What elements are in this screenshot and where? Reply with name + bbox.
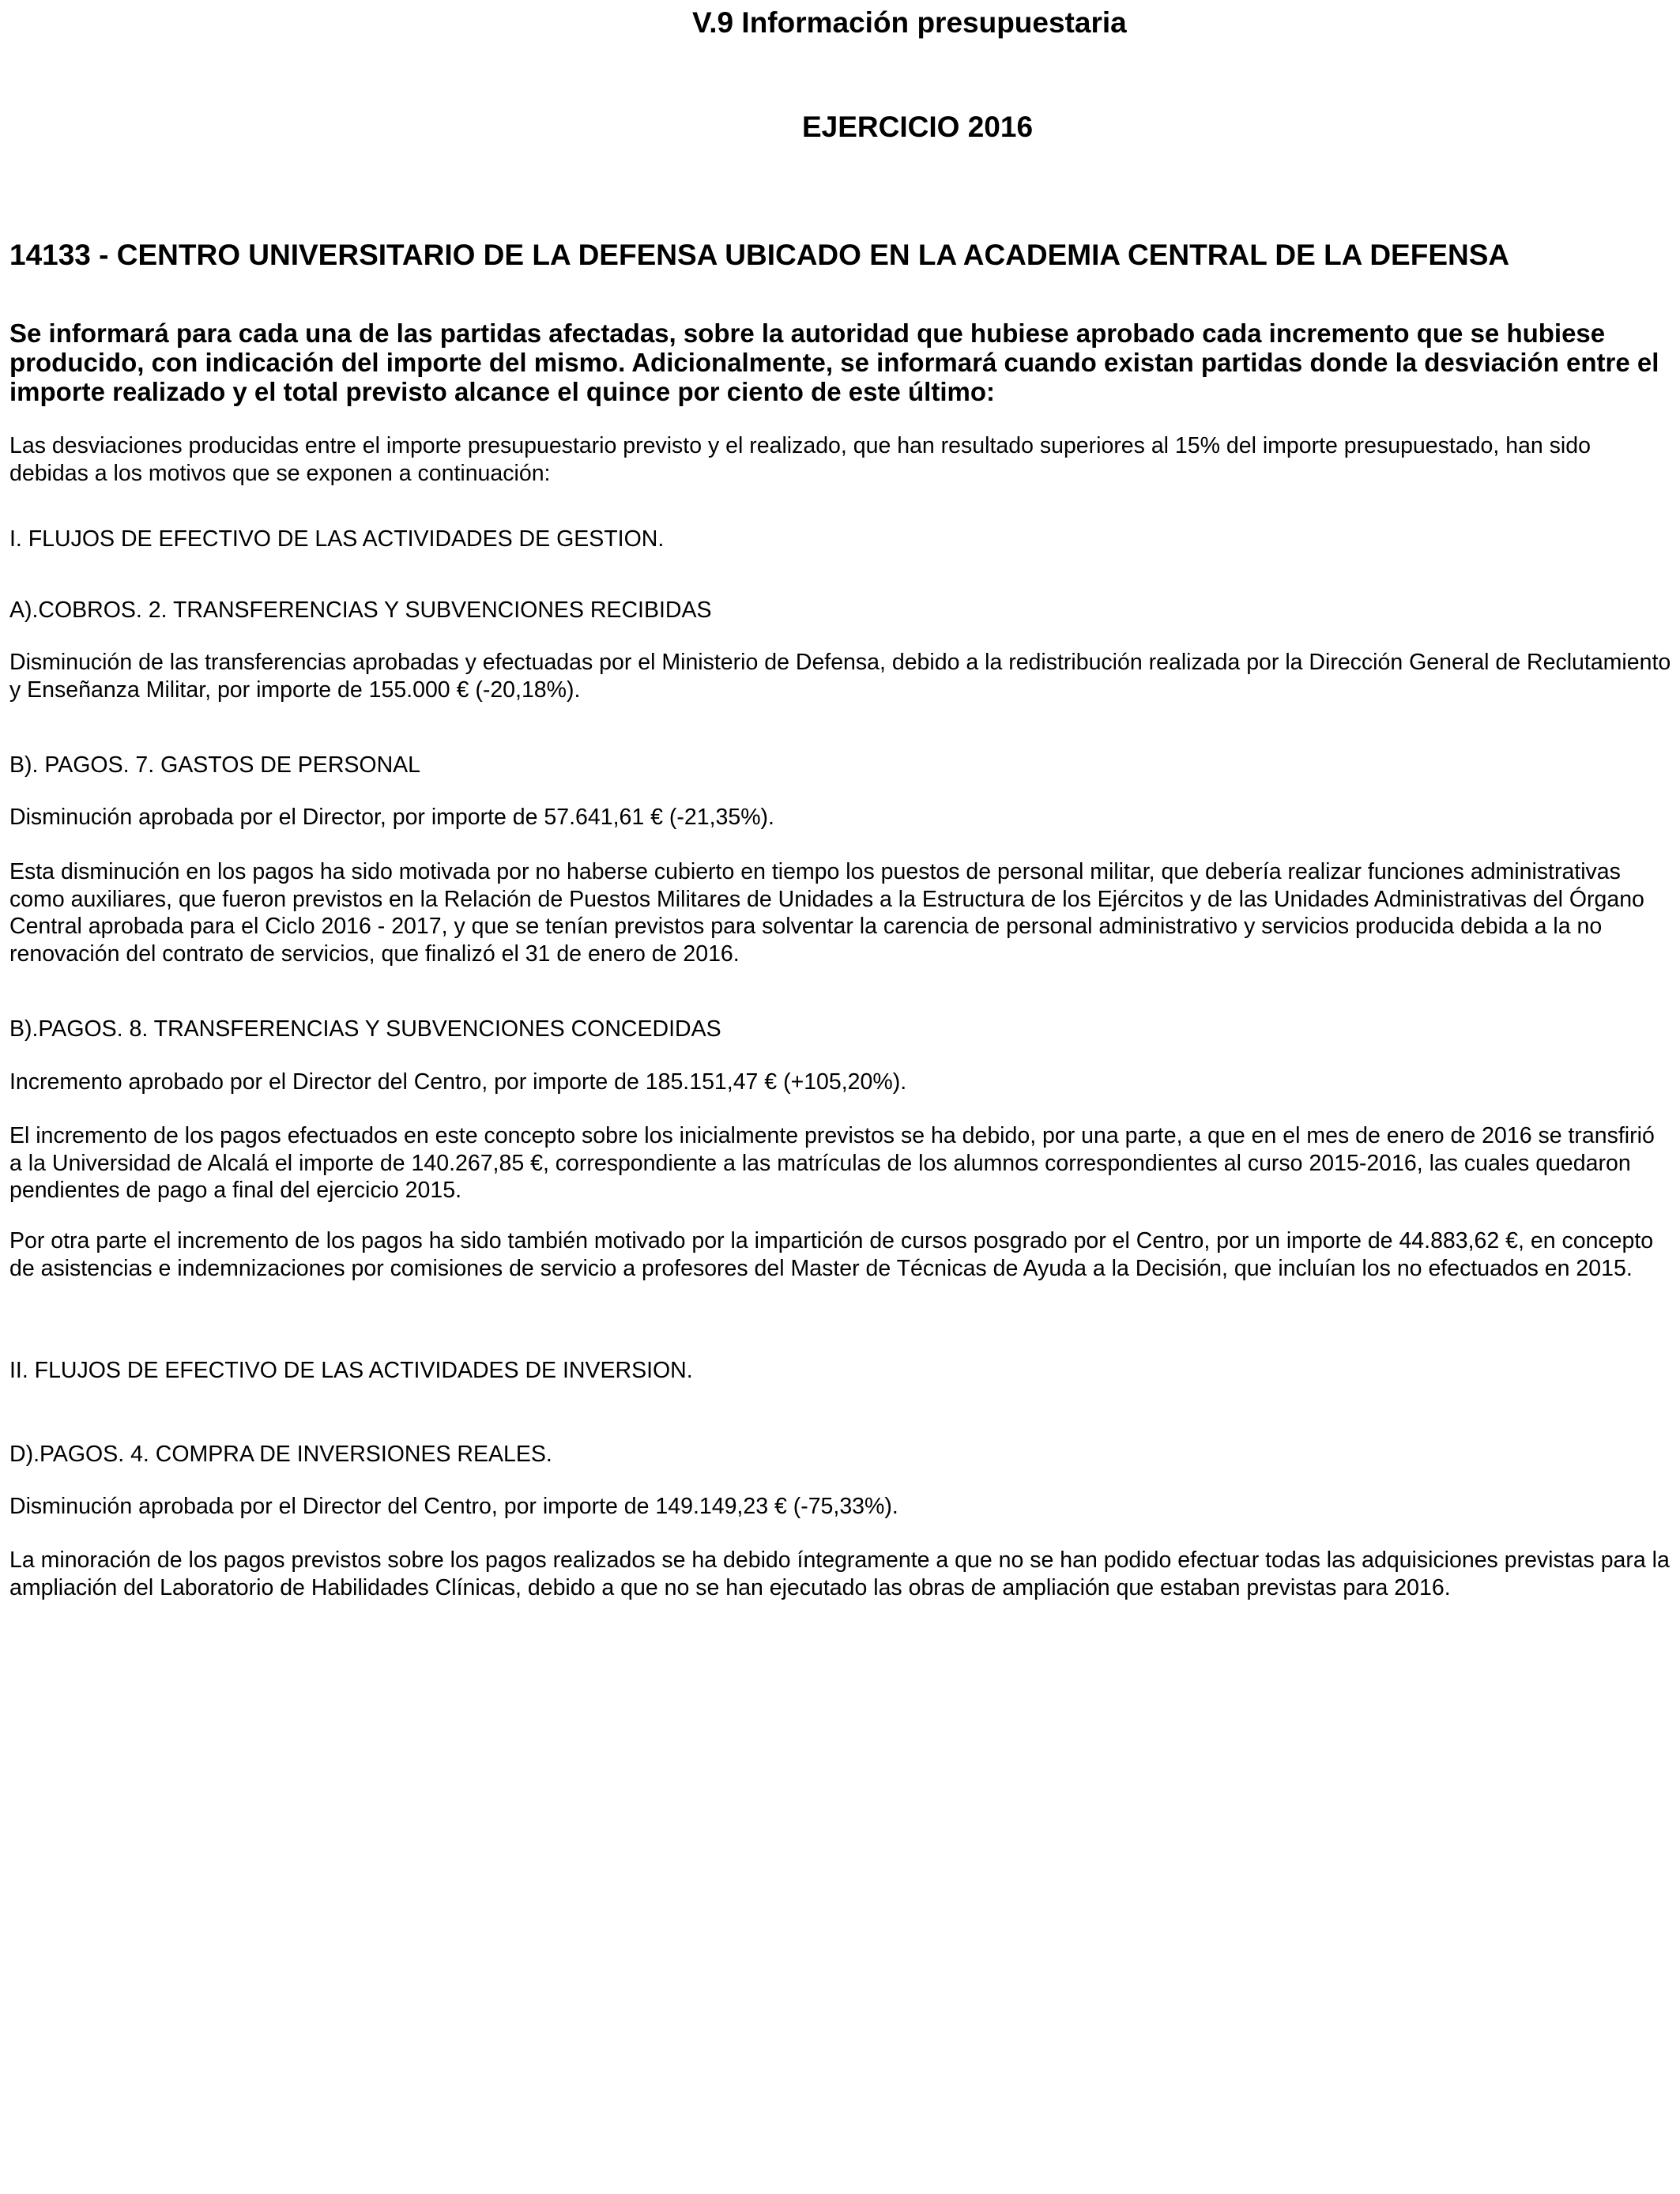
intro-paragraph: Se informará para cada una de las partidas afectadas, sobre la autoridad que hubiese aprobado cada incremento que se hubiese producido, con indicación del importe del mismo. Adicionalmente, se informará cuando existan partidas donde la desviación entre el importe realizado y el total previsto alcance el quince por ciento de este último: xyxy=(9,319,1659,406)
personal-detail-paragraph: Esta disminución en los pagos ha sido motivada por no haberse cubierto en tiempo los puestos de personal militar, que debería realizar funciones administrativas como auxiliares, que fueron previstos en la Relación de Puestos Militares de Unidades a la Estructura de los Ejércitos y de las Unidades Administrativas del Órgano Central aprobada para el Ciclo 2016 - 2017, y que se tenían previstos para solventar la carencia de personal administrativo y servicios producida debida a la no renovación del contrato de servicios, que finalizó el 31 de enero de 2016. xyxy=(9,859,1644,967)
inversiones-paragraph: Disminución aprobada por el Director del Centro, por importe de 149.149,23 € (-75,33%). xyxy=(9,1494,898,1519)
inversiones-heading: D).PAGOS. 4. COMPRA DE INVERSIONES REALES. xyxy=(9,1442,552,1467)
inversiones-detail-paragraph: La minoración de los pagos previstos sobre los pagos realizados se ha debido íntegramente a que no se han podido efectuar todas las adquisiciones previstas para la ampliación del Laboratorio de Habilidades Clínicas, debido a que no se han ejecutado las obras de ampliación que estaban previstas para 2016. xyxy=(9,1547,1670,1600)
personal-heading: B). PAGOS. 7. GASTOS DE PERSONAL xyxy=(9,752,421,778)
exercise-year: EJERCICIO 2016 xyxy=(802,111,1034,143)
transferencias-detail-paragraph-2: Por otra parte el incremento de los pagos ha sido también motivado por la impartición de cursos posgrado por el Centro, por un importe de 44.883,62 €, en concepto de asistencias e indemnizaciones por comisiones de servicio a profesores del Master de Técnicas de Ayuda a la Decisión, que incluían los no efectuados en 2015. xyxy=(9,1228,1654,1281)
cobros-paragraph: Disminución de las transferencias aprobadas y efectuadas por el Ministerio de Defensa, debido a la redistribución realizada por la Dirección General de Reclutamiento y Enseñanza Militar, por importe de 155.000 € (-20,18%). xyxy=(9,650,1671,703)
personal-paragraph: Disminución aprobada por el Director, por importe de 57.641,61 € (-21,35%). xyxy=(9,805,774,830)
entity-heading: 14133 - CENTRO UNIVERSITARIO DE LA DEFENSA UBICADO EN LA ACADEMIA CENTRAL DE LA DEFENSA xyxy=(9,239,1510,271)
section-gestion-heading: I. FLUJOS DE EFECTIVO DE LAS ACTIVIDADES DE GESTION. xyxy=(9,526,665,552)
section-inversion-heading: II. FLUJOS DE EFECTIVO DE LAS ACTIVIDADES DE INVERSION. xyxy=(9,1358,693,1383)
transferencias-paragraph: Incremento aprobado por el Director del Centro, por importe de 185.151,47 € (+105,20%). xyxy=(9,1069,907,1095)
lead-paragraph: Las desviaciones producidas entre el importe presupuestario previsto y el realizado, que han resultado superiores al 15% del importe presupuestado, han sido debidas a los motivos que se exponen a continuación: xyxy=(9,433,1591,486)
section-title: V.9 Información presupuestaria xyxy=(692,6,1127,39)
transferencias-heading: B).PAGOS. 8. TRANSFERENCIAS Y SUBVENCIONES CONCEDIDAS xyxy=(9,1016,721,1042)
cobros-heading: A).COBROS. 2. TRANSFERENCIAS Y SUBVENCIONES RECIBIDAS xyxy=(9,598,712,623)
transferencias-detail-paragraph-1: El incremento de los pagos efectuados en este concepto sobre los inicialmente previstos se ha debido, por una parte, a que en el mes de enero de 2016 se transfirió a la Universidad de Alcalá el importe de 140.267,85 €, correspondiente a las matrículas de los alumnos correspondientes al curso 2015-2016, las cuales quedaron pendientes de pago a final del ejercicio 2015. xyxy=(9,1123,1655,1203)
